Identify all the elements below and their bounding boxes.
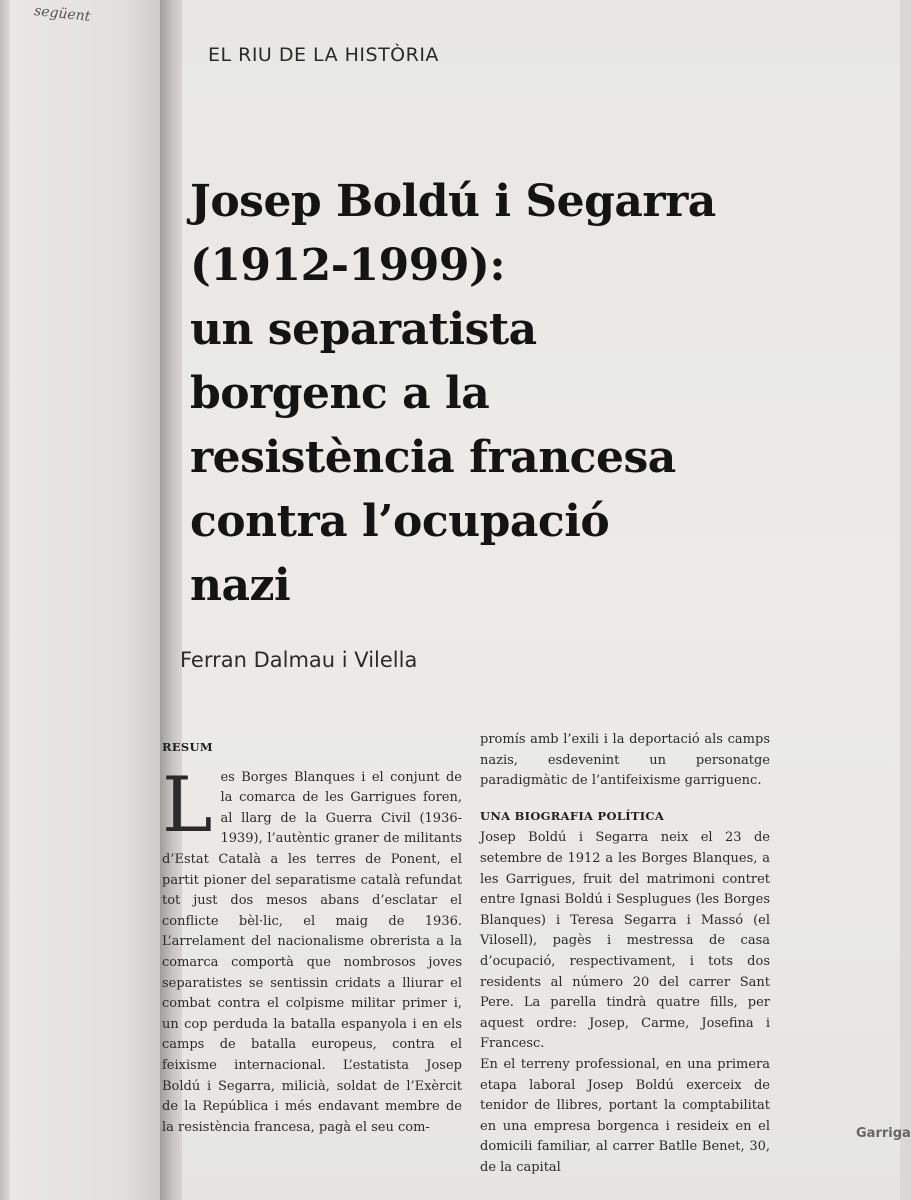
previous-page [0,0,170,1200]
article-title [190,170,790,618]
biography-paragraph: En el terreny professional, en una primera etapa laboral Josep Boldú exerceix de tenidor de llibres, portant la comptabilitat en una empresa borgenca i resideix en el domicili familiar, al carrer Batlle Benet, 30, de la capital [480,1056,770,1175]
title-line: resistència francesa [190,432,676,483]
section-label: EL RIU DE LA HISTÒRIA [208,44,439,66]
abstract-continuation: promís amb l’exili i la deportació als camps nazis, esdevenint un personatge paradigmàtic de l’antifeixisme garriguenc. [480,732,770,789]
title-line: Josep Boldú i Segarra [190,176,716,227]
abstract-column [162,737,462,1138]
title-line: (1912-1999): [190,240,506,291]
page-edge [0,0,10,1200]
author-name: Ferran Dalmau i Vilella [180,648,418,672]
biography-heading: UNA BIOGRAFIA POLÍTICA [480,808,665,823]
drop-cap: L [162,759,213,849]
title-line: nazi [190,560,291,611]
magazine-footer-mark: Garriga [856,1126,911,1141]
title-line: borgenc a la [190,368,490,419]
biography-column [480,730,770,1178]
title-line: contra l’ocupació [190,496,610,547]
title-line: un separatista [190,304,537,355]
abstract-text: es Borges Blanques i el conjunt de la comarca de les Garrigues foren, al llarg de la Guerra Civil (1936-1939), l’autèntic graner de militants d’Estat Català a les terres de Ponent, el partit pioner del separatisme català refundat tot just dos mesos abans d’esclatar el conflicte bèl·lic, el maig de 1936. L’arrelament del nacionalisme obrerista a la comarca comportà que nombrosos joves separatistes se sentissin cridats a lliurar el combat contra el colpisme militar primer i, un cop perduda la batalla espanyola i en els camps de batalla europeus, contra el feixisme internacional. L’estatista Josep Boldú i Segarra, milicià, soldat de l’Exèrcit de la República i més endavant membre de la resistència francesa, pagà el seu com- [162,769,462,1135]
abstract-heading: RESUM [162,740,213,754]
biography-paragraph: Josep Boldú i Segarra neix el 23 de setembre de 1912 a les Borges Blanques, a les Garrigues, fruit del matrimoni contret entre Ignasi Boldú i Sesplugues (les Borges Blanques) i Teresa Segarra i Massó (el Vilosell), pagès i mestressa de casa d’ocupació, respectivament, i tots dos residents al número 20 del carrer Sant Pere. La parella tindrà quatre fills, per aquest ordre: Josep, Carme, Josefina i Francesc. [480,830,770,1052]
abstract-paragraph [162,759,462,1139]
previous-page-text: següent [33,3,92,25]
